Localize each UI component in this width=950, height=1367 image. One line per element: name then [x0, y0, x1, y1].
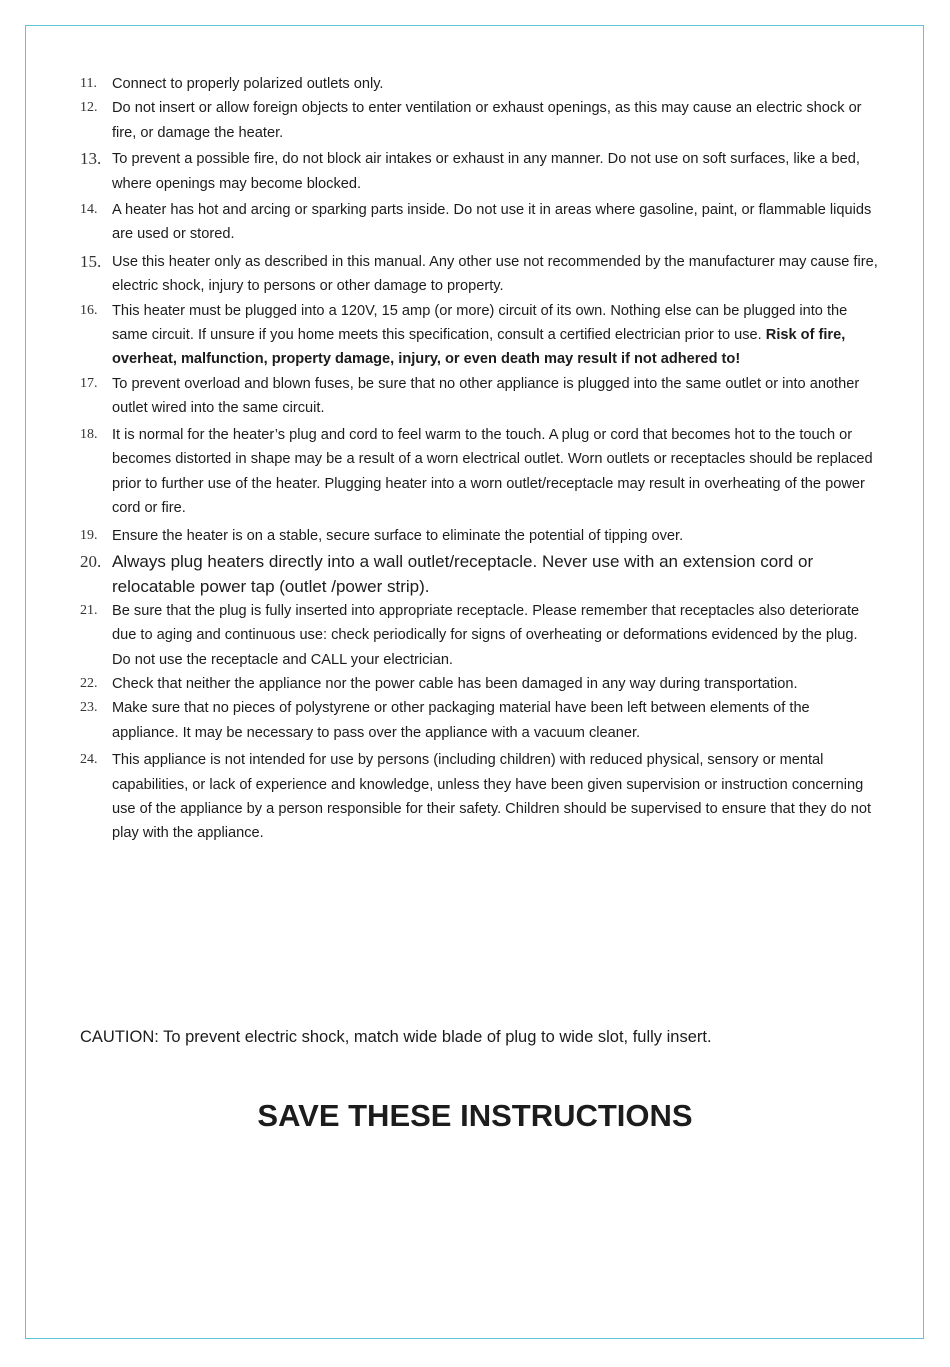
list-item	[80, 672, 880, 696]
item-number: 17.	[80, 375, 98, 391]
item-text: Make sure that no pieces of polystyrene or other packaging material have been left between elements of the appliance. It may be necessary to pass over the appliance with a vacuum cleaner.	[112, 700, 810, 741]
list-item	[80, 147, 880, 196]
item-text: Ensure the heater is on a stable, secure surface to eliminate the potential of tipping over.	[112, 528, 684, 545]
item-text: Use this heater only as described in this manual. Any other use not recommended by the manufacturer may cause fire, electric shock, injury to persons or other damage to property.	[112, 253, 878, 295]
item-number: 19.	[80, 528, 98, 544]
list-item	[80, 372, 880, 421]
item-text: Connect to properly polarized outlets only.	[112, 76, 384, 92]
item-number: 13.	[80, 149, 102, 169]
page-title: SAVE THESE INSTRUCTIONS	[257, 1098, 693, 1133]
list-item	[80, 599, 880, 672]
item-number: 23.	[80, 700, 98, 716]
item-number: 22.	[80, 675, 98, 691]
item-text: A heater has hot and arcing or sparking parts inside. Do not use it in areas where gasoline, paint, or flammable liquids are used or stored.	[112, 202, 872, 243]
list-item	[80, 696, 880, 745]
item-text: This heater must be plugged into a 120V, 15 amp (or more) circuit of its own. Nothing else can be plugged into the same circuit. If unsure if you home meets this specification, consult a certified electrician prior to use.	[112, 302, 848, 344]
item-number: 21.	[80, 602, 98, 618]
item-text: Do not insert or allow foreign objects to enter ventilation or exhaust openings, as this may cause an electric shock or fire, or damage the heater.	[112, 100, 862, 141]
list-item	[80, 423, 880, 521]
item-text: It is normal for the heater’s plug and cord to feel warm to the touch. A plug or cord that becomes hot to the touch or becomes distorted in shape may be a result of a worn electrical outlet. Worn outlets or receptacles should be replaced prior to further use of the heater. Plugging heater into a worn outlet/receptacle may result in overheating of the power cord or fire.	[112, 426, 873, 516]
item-text: To prevent a possible fire, do not block air intakes or exhaust in any manner. Do not use on soft surfaces, like a bed, where openings may become blocked.	[112, 151, 860, 192]
item-text: Check that neither the appliance nor the power cable has been damaged in any way during transportation.	[112, 675, 798, 692]
item-text: To prevent overload and blown fuses, be sure that no other appliance is plugged into the same outlet or into another outlet wired into the same circuit.	[112, 375, 860, 417]
item-number: 11.	[80, 76, 97, 91]
list-item	[80, 549, 880, 599]
item-number: 15.	[80, 251, 102, 271]
list-item	[80, 250, 880, 299]
item-number: 24.	[80, 752, 98, 768]
item-number: 12.	[80, 100, 98, 116]
list-item	[80, 299, 880, 372]
list-item	[80, 748, 880, 846]
list-item	[80, 96, 880, 145]
item-text: Always plug heaters directly into a wall outlet/receptacle. Never use with an extension cord or relocatable power tap (outlet /power strip).	[112, 551, 814, 596]
item-number: 16.	[80, 302, 98, 318]
item-text: Be sure that the plug is fully inserted into appropriate receptacle. Please remember that receptacles also deteriorate due to aging and continuous use: check periodically for signs of overheating or deformations evidenced by the plug. Do not use the receptacle and CALL your electrician.	[112, 602, 860, 668]
item-number: 20.	[80, 551, 102, 571]
list-item	[80, 72, 880, 96]
item-text: This appliance is not intended for use by persons (including children) with reduced physical, sensory or mental capabilities, or lack of experience and knowledge, unless they have been given supervision or instruction concerning use of the appliance by a person responsible for their safety. Children should be supervised to ensure that they do not play with the appliance.	[112, 752, 872, 842]
safety-instructions-list	[80, 72, 880, 846]
caution-note: CAUTION: To prevent electric shock, match wide blade of plug to wide slot, fully insert.	[80, 1028, 712, 1046]
item-number: 14.	[80, 202, 98, 218]
warning-text: Risk of fire, overheat, malfunction, property damage, injury, or even death may result if not adhered to!	[112, 327, 846, 368]
list-item	[80, 524, 880, 548]
item-number: 18.	[80, 426, 98, 442]
list-item	[80, 198, 880, 247]
